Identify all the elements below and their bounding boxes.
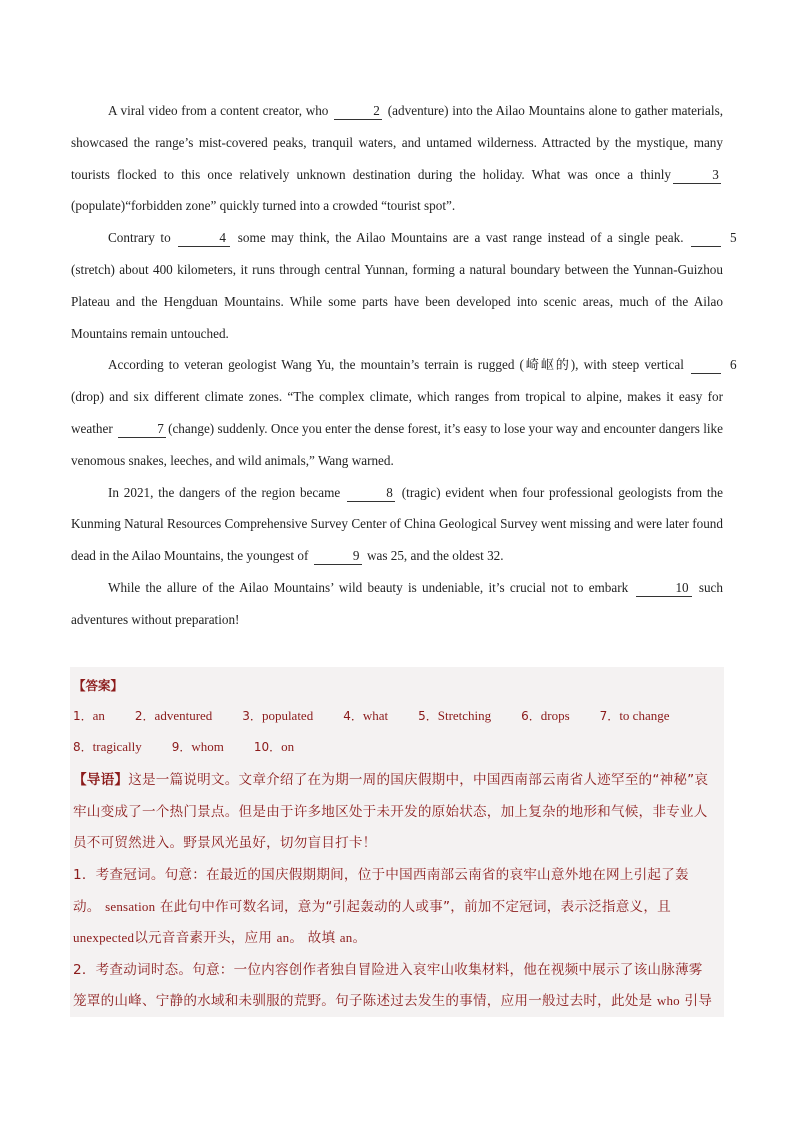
blank-6[interactable]: 6	[691, 357, 721, 374]
blank-3[interactable]: 3	[673, 167, 721, 184]
explanation-1-line-3: unexpected以元音音素开头，应用 an。 故填 an。	[73, 930, 367, 946]
blank-9[interactable]: 9	[314, 548, 362, 565]
answer-title: 【答案】	[73, 678, 124, 693]
blank-4[interactable]: 4	[178, 230, 230, 247]
guide-line-2: 牢山变成了一个热门景点。但是由于许多地区处于未开发的原始状态，加上复杂的地形和气候，非专业人	[73, 804, 708, 820]
answer-item: 5．Stretching	[418, 708, 492, 723]
explanation-1-line-2: 动。 sensation 在此句中作可数名词，意为“引起轰动的人或事”，前加不定冠词，表示泛指意义，且	[73, 899, 671, 915]
answer-item: 8．tragically	[73, 739, 142, 754]
guide-line-3: 员不可贸然进入。野景风光虽好，切勿盲目打卡！	[73, 835, 377, 851]
answer-item: 9．whom	[171, 739, 224, 754]
answer-item: 10．on	[253, 739, 295, 754]
paragraph-5: While the allure of the Ailao Mountains’ wild beauty is undeniable, it’s crucial not to embark 10 such adventures without preparation!	[71, 579, 723, 627]
answer-section	[70, 667, 724, 1017]
explanation-1-line-1: 1．考查冠词。句意：在最近的国庆假期期间，位于中国西南部云南省的哀牢山意外地在网上引起了轰	[73, 867, 689, 883]
explanation-2-line-1: 2．考查动词时态。句意：一位内容创作者独自冒险进入哀牢山收集材料，他在视频中展示了该山脉薄雾	[73, 962, 703, 978]
blank-2[interactable]: 2	[334, 103, 382, 120]
blank-7[interactable]: 7	[118, 421, 166, 438]
guide-line-1: 【导语】这是一篇说明文。文章介绍了在为期一周的国庆假期中，中国西南部云南省人迹罕至的“神秘”哀	[73, 772, 709, 788]
blank-8[interactable]: 8	[347, 485, 395, 502]
answer-row-2	[73, 738, 320, 755]
paragraph-2: Contrary to 4 some may think, the Ailao Mountains are a vast range instead of a single peak. 5 (stretch) about 400 kilometers, it runs through central Yunnan, forming a natural boundary between the Yunnan-Guizhou Plateau and the Hengduan Mountains. While some parts have been developed into scenic areas, much of the Ailao Mountains remain untouched.	[71, 230, 737, 341]
answer-item: 1．an	[73, 708, 105, 723]
explanation-2-line-2: 笼罩的山峰、宁静的水域和未驯服的荒野。句子陈述过去发生的事情，应用一般过去时，此处是 who 引导	[73, 993, 712, 1009]
paragraph-4: In 2021, the dangers of the region became 8 (tragic) evident when four professional geologists from the Kunming Natural Resources Comprehensive Survey Center of China Geological Survey went missing and were later found dead in the Ailao Mountains, the youngest of 9 was 25, and the oldest 32.	[71, 484, 724, 564]
answer-item: 7．to change	[599, 708, 670, 723]
answer-item: 4．what	[343, 708, 389, 723]
blank-10[interactable]: 10	[636, 580, 692, 597]
passage	[71, 95, 737, 636]
paragraph-1: A viral video from a content creator, who 2 (adventure) into the Ailao Mountains alone to gather materials, showcased the range’s mist-covered peaks, tranquil waters, and untamed wilderness. Attracted by the mystique, many tourists flocked to this once relatively unknown destination during the holiday. What was once a thinly 3(populate)“forbidden zone” quickly turned into a crowded “tourist spot”.	[71, 103, 724, 214]
answer-item: 2．adventured	[134, 708, 213, 723]
answer-item: 3．populated	[242, 708, 314, 723]
paragraph-3: According to veteran geologist Wang Yu, the mountain’s terrain is rugged (崎岖的), with steep vertical 6 (drop) and six different climate zones. “The complex climate, which ranges from tropical to alpine, makes it easy for weather 7 (change) suddenly. Once you enter the dense forest, it’s easy to lose your way and encounter dangers like venomous snakes, leeches, and wild animals,” Wang warned.	[71, 357, 737, 468]
answer-item: 6．drops	[521, 708, 570, 723]
blank-5[interactable]: 5	[691, 230, 721, 247]
answer-row-1	[73, 707, 695, 724]
